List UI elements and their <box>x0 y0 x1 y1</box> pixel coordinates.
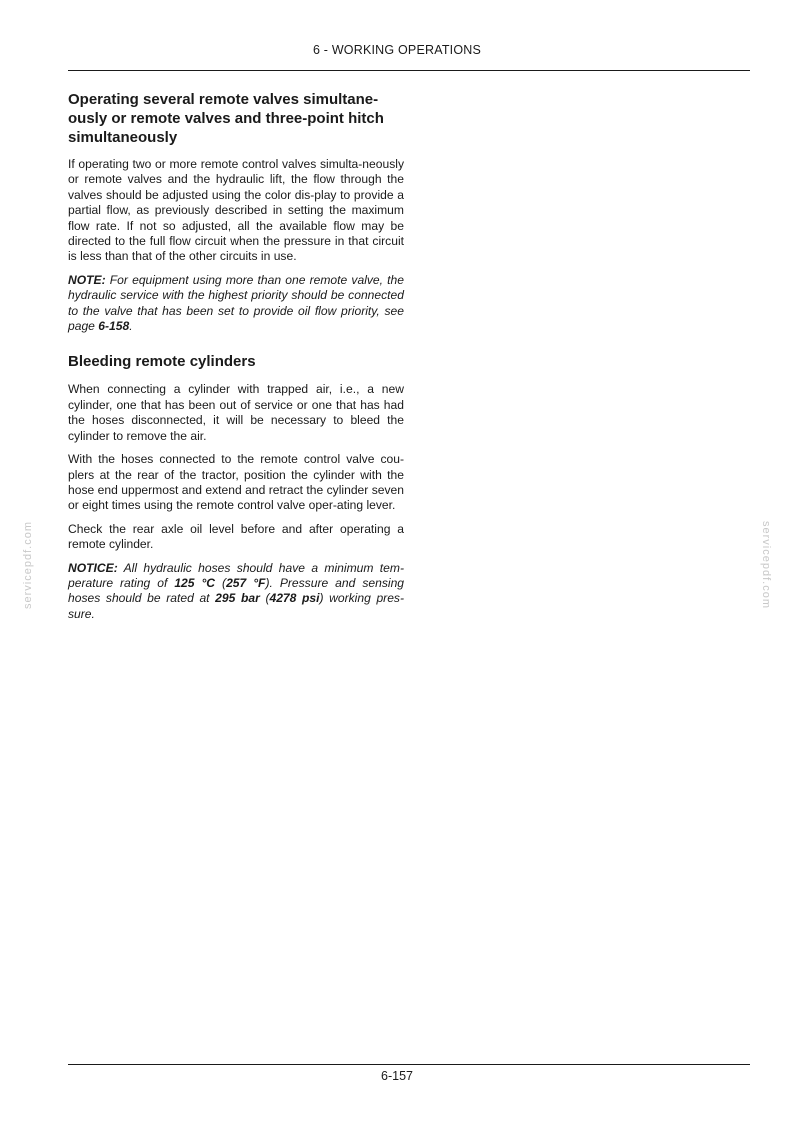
note-paragraph <box>68 273 404 335</box>
note-end: . <box>129 319 133 334</box>
header-divider <box>68 70 750 71</box>
notice-text-5: ) working pres-sure. <box>68 591 404 621</box>
bleeding-paragraph-3: Check the rear axle oil level before and after operating a remote cylinder. <box>68 521 404 552</box>
notice-label: NOTICE: <box>68 560 118 575</box>
notice-text-4: ( <box>259 591 270 606</box>
note-label: NOTE: <box>68 272 106 287</box>
notice-temp-f: 257 °F <box>226 575 266 590</box>
watermark-right: servicepdf.com <box>760 521 772 609</box>
page-number: 6-157 <box>381 1069 413 1083</box>
page-header-title: 6 - WORKING OPERATIONS <box>312 43 482 57</box>
footer-divider <box>68 1064 750 1065</box>
bleeding-paragraph-1: When connecting a cylinder with trapped air, i.e., a new cylinder, one that has been out of service or one that has had the hoses disconnected, it will be necessary to bleed the cylinder to remove the air. <box>68 382 404 443</box>
section-paragraph-remote-valves: If operating two or more remote control valves simulta-neously or remote valves and the hydraulic lift, the flow through the valves should be adjusted using the color dis-play to provide a partial flow, as previously described in setting the maximum flow rate. If not so adjusted, all the available flow may be directed to the full flow circuit when the pressure in that circuit is less than that of the other circuits in use. <box>68 157 404 264</box>
notice-pressure-bar: 295 bar <box>215 591 260 606</box>
section-heading-bleeding: Bleeding remote cylinders <box>68 353 256 371</box>
notice-pressure-psi: 4278 psi <box>269 591 320 606</box>
note-page-reference: 6-158 <box>98 319 130 334</box>
main-column <box>68 90 404 630</box>
notice-temp-c: 125 °C <box>174 575 216 590</box>
note-text: For equipment using more than one remote valve, the hydraulic service with the highest priority should be connected to the valve that has been set to provide oil flow priority, see page <box>68 272 404 334</box>
bleeding-paragraph-2: With the hoses connected to the remote control valve cou-plers at the rear of the tractor, position the cylinder with the hose end uppermost and extend and retract the cylinder seven or eight times using the remote control valve oper-ating lever. <box>68 452 404 513</box>
notice-text-2: ( <box>215 575 227 590</box>
notice-text-3: ). Pressure and sensing hoses should be rated at <box>68 575 405 606</box>
section-heading-remote-valves: Operating several remote valves simultane-ously or remote valves and three-point hitch simultaneously <box>68 91 384 146</box>
watermark-left: servicepdf.com <box>22 521 34 609</box>
notice-text-1: All hydraulic hoses should have a minimum tem-perature rating of <box>68 560 404 590</box>
notice-paragraph <box>68 561 404 623</box>
